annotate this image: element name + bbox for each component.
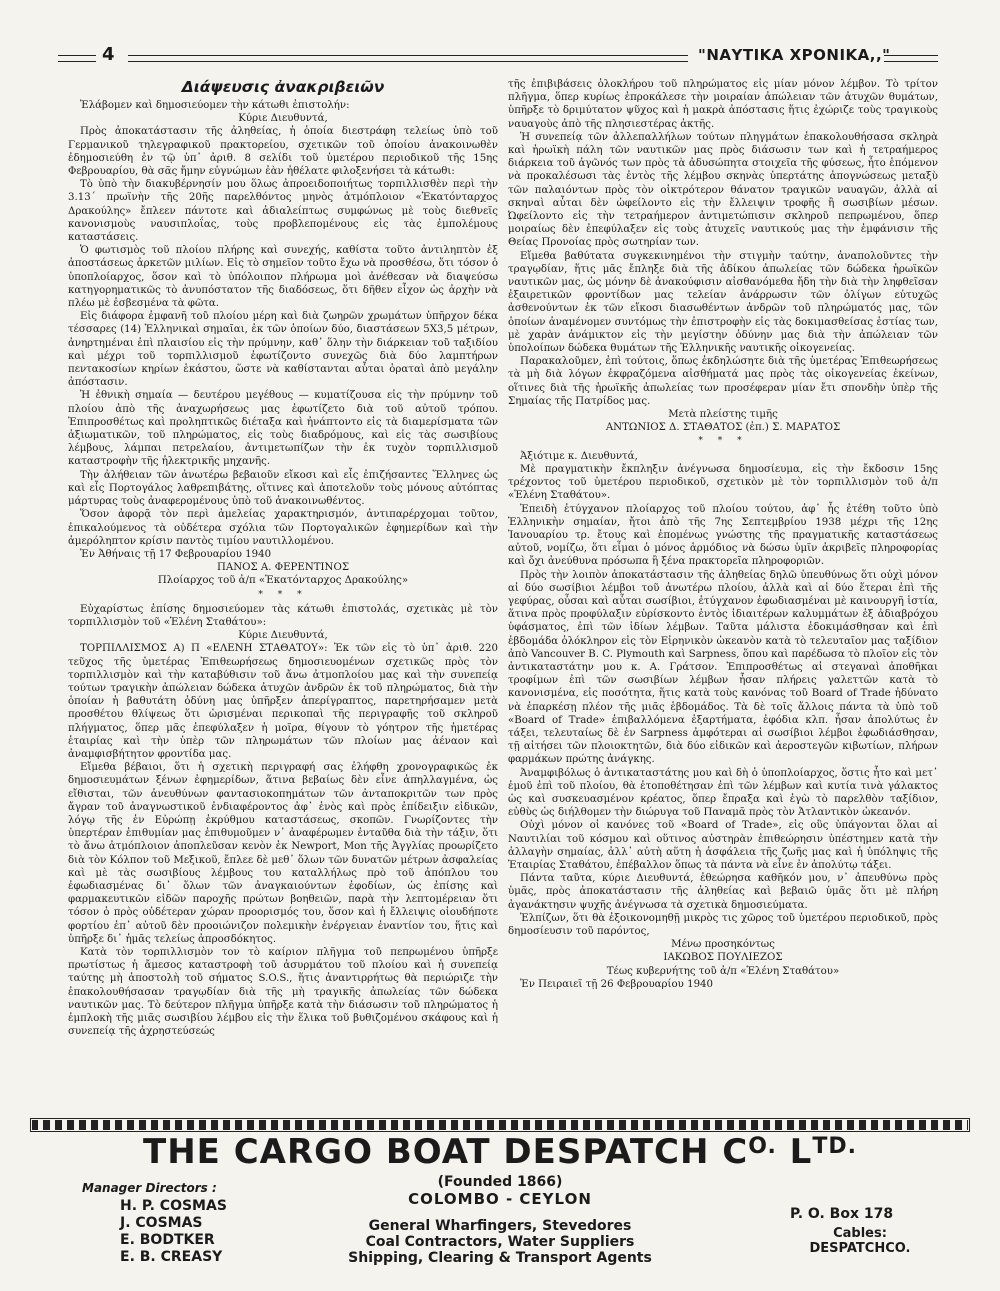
paragraph: Πρὸς ἀποκατάστασιν τῆς ἀληθείας, ἡ ὁποία διεστράφη τελείως ὑπὸ τοῦ Γερμανικοῦ τηλεγραφικοῦ πρακτορείου, σχετικῶν τοῦ ὁποίου ἀνακοινωθὲν ἐδημοσιεύθη ἐν τῷ ὑπ᾽ ἀριθ. 8 σελίδι τοῦ ὑμετέρου περιοδικοῦ τῆς 15ης Φεβρουαρίου, θὰ σᾶς ἤμην εὐγνώμων ἐὰν ἠθέλατε φιλοξενήσει τὰ κάτωθι: (68, 126, 498, 178)
signature-name: ΙΑΚΩΒΟΣ ΠΟΥΛΙΕΖΟΣ (663, 952, 783, 964)
salutation: Κύριε Διευθυντά, (238, 113, 328, 125)
letter-date: Ἐν Ἀθήναις τῇ 17 Φεβρουαρίου 1940 (80, 548, 272, 560)
advertisement (30, 1118, 970, 1268)
letter-date: Ἐν Πειραιεῖ τῇ 26 Φεβρουαρίου 1940 (520, 978, 714, 990)
paragraph: Ὅσον ἀφορᾷ τὸν περὶ ἀμελείας χαρακτηρισμόν, ἀντιπαρέρχομαι τοῦτον, ἐπικαλούμενος τὰ οὐδέτερα σχόλια τῶν Πορτογαλικῶν ἐφημερίδων καὶ τὴν ἀμερόληπτον κρίσιν παντὸς τιμίου ναυτιλλομένου. (68, 509, 498, 547)
ad-cables: Cables: DESPATCHCO. (809, 1226, 911, 1256)
closing: Μένω προσηκόντως (671, 939, 775, 951)
ad-manager: H. P. COSMAS (120, 1198, 227, 1214)
signature-role: Τέως κυβερνήτης τοῦ ἀ/π «Ἑλένη Σταθάτου» (606, 965, 840, 977)
header-rule-middle (128, 55, 688, 62)
paragraph: Μὲ πραγματικὴν ἔκπληξιν ἀνέγνωσα δημοσίευμα, εἰς τὴν ἔκδοσιν 15ης τρέχοντος τοῦ ὑμετέρου περιοδικοῦ, σχετικὸν μὲ τὸν τορπιλλισμὸν τοῦ ἀ/π «Ἑλένη Σταθάτου». (508, 463, 938, 502)
header-rule-right (884, 55, 938, 62)
paragraph: Πρὸς τὴν λοιπὸν ἀποκατάστασιν τῆς ἀληθείας δηλῶ ὑπευθύνως ὅτι οὐχὶ μόνον αἱ δύο σωσίβιοι λέμβοι τοῦ ἀνωτέρω πλοίου, ἀλλὰ καὶ αἱ δύο ἕτεραι ἐπὶ τῆς γεφύρας, οὖσαι καὶ αὗται σωσίβιοι, ἐτύγχανον ἐφωδιασμέναι μὲ καινουργῆ ἱστία, ἅτινα πρὸς προφύλαξιν εὑρίσκοντο ἐντὸς ἰδιαιτέρων καλυμμάτων ἐξ ἀδιαβρόχου ὑφάσματος, ἐπὶ τῶν ἰδίων λέμβων. Ταῦτα μάλιστα ἐδοκιμάσθησαν καὶ ἐπὶ ἑβδομάδα ὁλόκληρον εἰς τὸν Εἰρηνικὸν ὠκεανὸν κατὰ τὸ τελευταῖον μας ταξίδιον ἀπὸ Vancouver B. C. Plymouth καὶ Sarpness, ὅπου καὶ παρέδωσα τὸ πλοῖον εἰς τὸν ἀντικαταστάτην μου κ. Α. Γράτσον. Ἐπιπροσθέτως αἱ στεγαναὶ ἀποθῆκαι τροφίμων ἐπὶ τῶν σωσιβίων λέμβων ἦσαν πλήρεις γαλεττῶν κατὰ τὸ κανονισμένα, εἰς ποσότητα, ἥτις κατὰ τοὺς κανόνας τοῦ Board of Trade ἠδύνατο νὰ ἐπαρκέσῃ πλέον τῆς μιᾶς ἑβδομάδος. Τὰ δὲ τοῖς ἄλλοις πάντα τὰ ὑπὸ τοῦ «Board of Trade» ἐπιβαλλόμενα ἐξαρτήματα, ἐφόδια κλπ. ἦσαν ἀπολύτως ἐν τάξει, τελευταίως δὲ ἐν Sarpness ἀμφότεραι αἱ σωσίβιοι λέμβοι ἐφωδιάσθησαν, τῇ αἰτήσει τῶν πλοιοκτητῶν, διὰ δύο εἰδικῶν καὶ ἀεροστεγῶν κιβωτίων, πλήρων φαρμάκων πρώτης ἀνάγκης. (508, 569, 938, 766)
ad-city: COLOMBO - CEYLON (408, 1190, 592, 1208)
ad-top-border (30, 1118, 970, 1132)
paragraph: ΤΟΡΠΙΛΛΙΣΜΟΣ Α) Π «ΕΛΕΝΗ ΣΤΑΘΑΤΟΥ»: Ἐκ τῶν εἰς τὸ ὑπ᾽ ἀριθ. 220 τεῦχος τῆς ὑμετέρας Ἐπιθεωρήσεως δημοσιευομένων σχετικῶς πρὸς τὸν τορπιλλισμὸν καὶ τὴν καταβύθισιν τοῦ ἄνω ἀτμοπλοίου μας καὶ τὴν συνεπείᾳ τούτων τραγικὴν ἀπώλειαν δώδεκα ἀτυχῶν ἀνδρῶν ἐκ τοῦ πληρώματος, διὰ τὴν ὁποίαν ἡ βαθυτάτη ὀδύνη μας ὑπῆρξεν ἀπερίγραπτος, παρετηρήσαμεν μετὰ προσθέτου θλίψεως ὅτι ὡρισμέναι περικοπαὶ τῆς περιγραφῆς τοῦ σκληροῦ πλήγματος, ὅπερ μᾶς ἐπεφύλαξεν ἡ μοῖρα, θίγουν τὸ γόητρον τῆς ἡμετέρας ἑταιρίας καὶ τὴν ὑπὲρ τῶν πληρωμάτων τῶν πλοίων μας ἀέναον καὶ ἀναμφισβήτητον φροντίδα μας. (68, 643, 498, 760)
ad-service: Shipping, Clearing & Transport Agents (348, 1250, 652, 1266)
page-header (58, 44, 938, 72)
paragraph: Εὐχαρίστως ἐπίσης δημοσιεύομεν τὰς κάτωθι ἐπιστολάς, σχετικὰς μὲ τὸν τορπιλλισμὸν τοῦ «Ἑλένη Σταθάτου»: (68, 603, 498, 628)
paragraph: Ἐπειδὴ ἐτύγχανον πλοίαρχος τοῦ πλοίου τούτου, ἀφ᾽ ἧς ἐτέθη τοῦτο ὑπὸ Ἑλληνικὴν σημαίαν, ἤτοι ἀπὸ τῆς 7ης Σεπτεμβρίου 1938 μέχρι τῆς 12ης Ἰανουαρίου τρ. ἔτους καὶ ἐπομένως γνώστης τῆς πραγματικῆς καταστάσεως αὐτοῦ, νομίζω, ὅτι εἶμαι ὁ μόνος ἁρμόδιος νὰ δώσω ὑμῖν ἀκριβεῖς πληροφορίας καὶ ὄχι ἀνεύθυνα πρόσωπα ἢ ξένα πρακτορεῖα πληροφοριῶν. (508, 503, 938, 568)
paragraph: Εἴμεθα βαθύτατα συγκεκινημένοι τὴν στιγμὴν ταύτην, ἀναπολοῦντες τὴν τραγῳδίαν, ἥτις μᾶς ἔπληξε διὰ τῆς ἀδίκου ἀπωλείας τῶν δώδεκα ἡρωϊκῶν ναυτικῶν μας, ὡς μόνην δὲ ἀνακούφισιν αἰσθανόμεθα ἤδη τὴν διὰ τὴν ληφθεῖσαν ἐξαιρετικῶν φροντίδων μας τελείαν ἀνάρρωσιν τῶν ὀλίγων εὐτυχῶς ἀσθενούντων ἐκ τῶν εἴκοσι διασωθέντων ἀνδρῶν τοῦ πληρώματός μας, τῶν ὁποίων ἀναμένομεν συντόμως τὴν ἐπιστροφὴν εἰς τὰς δοκιμασθείσας ἑστίας των, μὲ χαρὰν ἀνάμικτον εἰς τὴν μεγίστην ὀδύνην μας διὰ τὴν ἀπώλειαν τῶν ὑπολοίπων δώδεκα θυμάτων τῆς Ἑλληνικῆς ναυτικῆς οἰκογενείας. (508, 250, 938, 355)
salutation: Κύριε Διευθυντά, (238, 630, 328, 642)
closing: Μετὰ πλείστης τιμῆς (668, 409, 778, 421)
paragraph: Ἡ ἐθνικὴ σημαία — δευτέρου μεγέθους — κυματίζουσα εἰς τὴν πρύμνην τοῦ πλοίου ἀπὸ τῆς ἀναχωρήσεως μας ἐφωτίζετο διὰ τοῦ αὐτοῦ τρόπου. Ἐπιπροσθέτως καὶ προληπτικῶς διέταξα καὶ ἠνάπτοντο εἰς τὰ διαμερίσματα τῶν ἀξιωματικῶν, τοῦ πληρώματος, εἰς τοὺς διαδρόμους, καὶ εἰς τὰς σωσιβίους λέμβους, λάμπαι πετρελαίου, ἀντιμετωπίζων τὴν ἐκ τυχὸν τορπιλλισμοῦ καταστροφὴν τῆς ἠλεκτρικῆς μηχανῆς. (68, 390, 498, 468)
paragraph: Παρακαλοῦμεν, ἐπὶ τούτοις, ὅπως ἐκδηλώσητε διὰ τῆς ὑμετέρας Ἐπιθεωρήσεως τὰ μὴ διὰ λόγων ἐκφραζόμενα αἰσθήματά μας πρὸς τὰς οἰκογενείας ἐκείνων, οἵτινες διὰ τῆς ἡρωϊκῆς ἀπωλείας των προσέφεραν μίαν ἔτι σπονδὴν ὑπὲρ τῆς Σημαίας τῆς Πατρίδος μας. (508, 356, 938, 407)
paragraph: Ἀναμφιβόλως ὁ ἀντικαταστάτης μου καὶ δὴ ὁ ὑποπλοίαρχος, ὅστις ἦτο καὶ μετ᾽ ἐμοῦ ἐπὶ τοῦ πλοίου, θὰ ἐτοποθέτησαν ἐπὶ τῶν λέμβων καὶ κυτία τινὰ γάλακτος ὡς καὶ συσκευασμένον κρέατος, ὅπερ ἔπραξα καὶ ἐγὼ τὸ παρελθὸν ταξίδιον, εὐθὺς ὡς διήλθομεν τὴν διώρυγα τοῦ Παναμᾶ πρὸς τὸν Ἀτλαντικὸν ὠκεανόν. (508, 767, 938, 819)
paragraph: τῆς ἐπιβιβάσεις ὁλοκλήρου τοῦ πληρώματος εἰς μίαν μόνον λέμβον. Τὸ τρίτον πλῆγμα, ὅπερ κυρίως ἐπροκάλεσε τὴν μοιραίαν ἀπώλειαν τῶν ἀτυχῶν θυμάτων, ὑπῆρξε τὸ δριμύτατον ψῦχος καὶ ἡ μακρὰ ἀπόστασις ἥτις ἐχώριζε τοὺς τραγικοὺς ναυαγοὺς ἀπὸ τῆς πλησιεστέρας ἀκτῆς. (508, 79, 938, 130)
paragraph: Οὐχὶ μόνον οἱ κανόνες τοῦ «Board of Trade», εἰς οὓς ὑπάγονται ὅλαι αἱ Ναυτιλίαι τοῦ κόσμου καὶ οὕτινος αὐστηρὰν ἐπιθεώρησιν ὑπέστημεν κατὰ τὴν ἀλλαγὴν σημαίας, ἀλλ᾽ αὐτὴ αὕτη ἡ ἀσφάλεια τῆς ζωῆς μας καὶ ἡ ὑπόληψις τῆς Ἑταιρίας Σταθάτου, ἐπέβαλλον ὅπως τὰ πάντα νὰ εἶνε ἐν ἀπολύτῳ τάξει. (508, 820, 938, 871)
page-number: 4 (102, 44, 115, 65)
ad-manager: E. B. CREASY (120, 1249, 223, 1265)
paragraph: Ἐλπίζων, ὅτι θὰ ἐξοικονομηθῇ μικρὸς τις χῶρος τοῦ ὑμετέρου περιοδικοῦ, πρὸς δημοσίευσιν τοῦ παρόντος, (508, 912, 938, 937)
section-divider: * * * (698, 436, 748, 447)
paragraph: Κατὰ τὸν τορπιλλισμὸν τον τὸ καίριον πλῆγμα τοῦ πεπρωμένου ὑπῆρξε πρωτίστως ἡ ἄμεσος καταστροφὴ τοῦ ἀσυρμάτου τοῦ πλοίου καὶ ἡ συνεπείᾳ ταύτης μὴ ἀποστολὴ τοῦ σήματος S.O.S., ἥτις ἀναντιρρήτως θὰ περιώριζε τὴν ἐπακολουθήσασαν τραγῳδίαν διὰ τῆς μὴ τραγικῆς ἀπωλείας τῶν δώδεκα ναυτικῶν μας. Τὸ δεύτερον πλῆγμα ὑπῆρξε κατὰ τὴν διάσωσιν τοῦ πληρώματος ἡ ἐμπλοκὴ τῆς μιᾶς σωσιβίου λέμβου εἰς τὴν ἕλικα τοῦ βυθιζομένου σκάφους καὶ ἡ συνεπείᾳ τῆς ἀχρηστεύσεώς (68, 947, 498, 1038)
ad-founded: (Founded 1866) (437, 1174, 563, 1190)
paragraph: Εἰς διάφορα ἐμφανῆ τοῦ πλοίου μέρη καὶ διὰ ζωηρῶν χρωμάτων ὑπῆρχον δέκα τέσσαρες (14) Ἑλληνικαὶ σημαῖαι, ἐκ τῶν ὁποίων δύο, διαστάσεων 5Χ3,5 μέτρων, ἀνηρτημέναι ἐπὶ πλαισίου εἰς τὴν πρύμνην, καθ᾽ ὅλην τὴν διάρκειαν τοῦ ταξιδίου καὶ μέχρι τοῦ τορπιλλισμοῦ ἐφωτίζοντο συνεχῶς διὰ δύο λαμπτήρων πεντακοσίων κηρίων ἑκάστου, ὥστε νὰ καθίστανται αὗται ὁραταὶ ἀπὸ μεγάλην ἀπόστασιν. (68, 311, 498, 389)
paragraph: Τὸ ὑπὸ τὴν διακυβέρνησίν μου ὅλως ἀπροειδοποιήτως τορπιλλισθὲν περὶ τὴν 3.13΄ πρωϊνὴν τῆς 20ῆς παρελθόντος μηνὸς ἀτμόπλοιον «Ἑκατόνταρχος Δρακούλης» ἔπλεεν πάντοτε καὶ ἀδιαλείπτως συμφώνως μὲ τοὺς διεθνεῖς κανονισμοὺς ναυσιπλοΐας, τοὺς προβλεπομένους εἰς τὰς ἐμπολέμους καταστάσεις. (68, 179, 498, 244)
journal-title: "ΝΑΥΤΙΚΑ ΧΡΟΝΙΚΑ,," (698, 46, 891, 64)
section-divider: * * * (258, 589, 308, 600)
article-title: Διάψευσις ἀνακριβειῶν (181, 78, 385, 96)
signature-name: ΑΝΤΩΝΙΟΣ Δ. ΣΤΑΘΑΤΟΣ (ἐπ.) Σ. ΜΑΡΑΤΟΣ (605, 422, 841, 434)
ad-managers-heading: Manager Directors : (82, 1181, 217, 1195)
paragraph: Πάντα ταῦτα, κύριε Διευθυντά, ἐθεώρησα καθῆκόν μου, ν᾽ ἀπευθύνω πρὸς ὑμᾶς, πρὸς ἀποκατάστασιν τῆς ἀληθείας καὶ βεβαιῶ ὑμᾶς ὅτι μὲ πλήρη ἀγανάκτησιν ψυχῆς ἀνέγνωσα τὰ σχετικὰ δημοσιεύματα. (508, 873, 938, 911)
right-column (508, 78, 938, 991)
ad-po-box: P. O. Box 178 (790, 1206, 894, 1222)
paragraph: Τὴν ἀλήθειαν τῶν ἀνωτέρω βεβαιοῦν εἴκοσι καὶ εἷς ἐπιζήσαντες Ἕλληνες ὡς καὶ εἷς Πορτογάλος λαθρεπιβάτης, οἵτινες καὶ ἀποτελοῦν τοὺς μόνους αὐτόπτας μάρτυρας τοὺς ἀναφερομένους ὑπὸ τοῦ ἀνακοινωθέντος. (68, 469, 498, 508)
signature-name: ΠΑΝΟΣ Α. ΦΕΡΕΝΤΙΝΟΣ (216, 562, 350, 574)
paragraph: Ὁ φωτισμὸς τοῦ πλοίου πλήρης καὶ συνεχής, καθίστα τοῦτο ἀντιληπτὸν ἐξ ἀποστάσεως ἀρκετῶν μιλίων. Εἰς τὸ σημεῖον τοῦτο ἔχω νὰ προσθέσω, ὅτι τόσον ὁ ὑποπλοίαρχος, ὅσον καὶ τὸ ὑπόλοιπον πλήρωμα μοὶ ἀνέθεσαν νὰ διαψεύσω κατηγορηματικῶς τὸ ἀνυπόστατον τῆς διαδόσεως, ὅτι δῆθεν εἶχον ὡς ἀρχὴν νὰ πλέω μὲ ἐσβεσμένα τὰ φῶτα. (68, 245, 498, 310)
salutation: Ἀξιότιμε κ. Διευθυντά, (520, 450, 638, 462)
paragraph: Ἡ συνεπείᾳ τῶν ἀλλεπαλλήλων τούτων πληγμάτων ἐπακολουθήσασα σκληρὰ καὶ ἡρωϊκὴ πάλη τῶν ναυτικῶν μας πρὸς διάσωσιν των καὶ ἡ τετραήμερος διάρκεια τοῦ ἀγῶνός των πρὸς τὰ ἀδυσώπητα στοιχεῖα τῆς φύσεως, ἦτο ἑπόμενον νὰ προκαλέσωσι τὰς ἐντὸς τῆς λέμβου σκηνὰς ὑπερτάτης ἀπογνώσεως μεταξὺ τῶν παλαιόντων πρὸς τὸν οἰκτρότερον θάνατον τραγικῶν ναυαγῶν, ἀλλὰ αἱ σκηναὶ αὗται δὲν ὠφείλοντο εἰς τὴν ἔλλειψιν τροφῆς ἢ σωσιβίων μέσων. Ὠφείλοντο εἰς τὴν τετραήμερον ἀντιμετώπισιν σκληροῦ πεπρωμένου, ὅπερ μοιραίως δὲν ἐπεφύλαξεν εἰς τοὺς ἀτυχεῖς ναυτικούς μας τὴν ἐμφάνισιν τῆς Θείας Προνοίας πρὸς σωτηρίαν των. (508, 131, 938, 249)
signature-role: Πλοίαρχος τοῦ ἀ/π «Ἑκατόνταρχος Δρακούλης» (157, 575, 409, 587)
paragraph: Εἴμεθα βέβαιοι, ὅτι ἡ σχετικὴ περιγραφή σας ἐλήφθη χρονογραφικῶς ἐκ δημοσιευμάτων ξένων ἐφημερίδων, ἅτινα βεβαίως δὲν εἶνε ἀπηλλαγμένα, ὡς εἴθισται, τῶν ἀνευθύνων φαντασιοκοπημάτων τῶν ἀνταποκριτῶν των πρὸς ἄγραν τοῦ ἀναγνωστικοῦ ἐνδιαφέροντος ἀφ᾽ ἑνὸς καὶ πρὸς ἐπίδειξιν εἰδικῶν, λόγῳ τῆς ἐν Εὐρώπῃ ἐκρύθμου καταστάσεως, σκοπῶν. Γνωρίζοντες τὴν ὑπερτέραν ἐπιθυμίαν μας ἐπιθυμοῦμεν ν᾽ ἀναφέρωμεν ἐνταῦθα διὰ τὴν τάξιν, ὅτι τὸ ἄνω ἀτμόπλοιον ἀποπλεῦσαν κενὸν ἐκ Newport, Mon τῆς Ἀγγλίας προωρίζετο διὰ τὸν Κόλπον τοῦ Μεξικοῦ, ἔπλεε δὲ μεθ᾽ ὅλων τῶν δυνατῶν μέτρων ἀσφαλείας καὶ μὲ τὰς σωσιβίους λέμβους του καταλλήλως πρὸ τοῦ ἀπόπλου του ἐφωδιασμένας δι᾽ ὅλων τῶν ἀναγκαιούντων ἐφοδίων, ὡς ἐπίσης καὶ φαρμακευτικῶν εἰδῶν παροχῆς πρώτων βοηθειῶν, παρὰ τὴν λεπτομέρειαν ὅτι τόσον ὁ πρὸς οὐδέτεραν χώραν προορισμός του, ὅσον καὶ ἡ ἔλλειψις οἱουδήποτε φορτίου ἐπ᾽ αὐτοῦ δὲν προοιώνιζον πολεμικὴν ἐνέργειαν ἐναντίον του, ἥτις καὶ ὑπῆρξε δι᾽ ἡμᾶς τελείως ἀπροσδόκητος. (68, 762, 498, 945)
ad-manager: E. BODTKER (120, 1232, 215, 1248)
ad-manager: J. COSMAS (120, 1215, 203, 1231)
ad-service: Coal Contractors, Water Suppliers (365, 1234, 635, 1250)
left-column (68, 78, 498, 1038)
ad-company-name: THE CARGO BOAT DESPATCH $C^{O.}$ $L^{TD.}$ (143, 1132, 857, 1172)
ad-service: General Wharfingers, Stevedores (368, 1218, 632, 1234)
paragraph: Ἐλάβομεν καὶ δημοσιεύομεν τὴν κάτωθι ἐπιστολήν: (80, 100, 350, 111)
header-rule-left (58, 55, 96, 62)
